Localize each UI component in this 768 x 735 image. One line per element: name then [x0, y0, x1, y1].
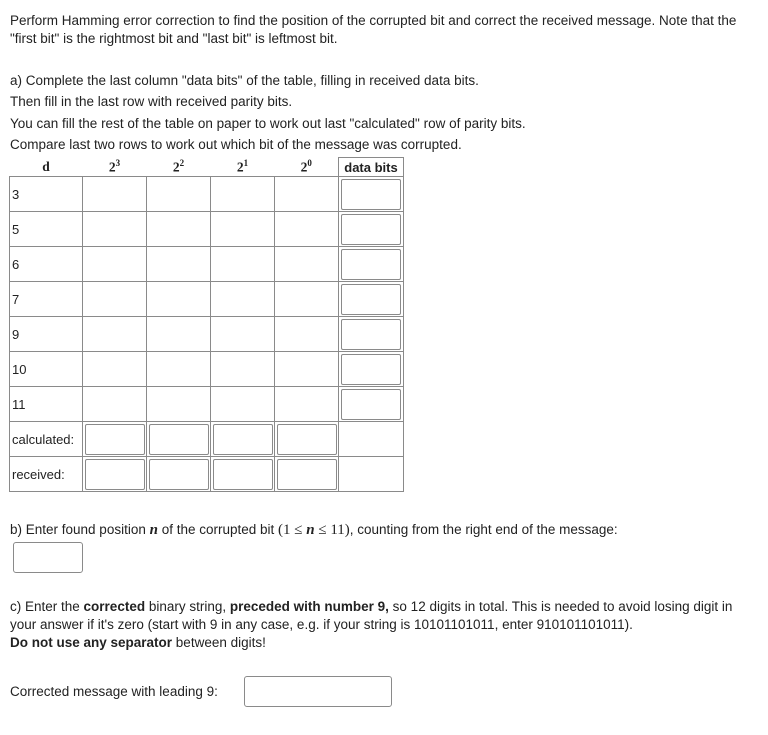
received-parity-2-input[interactable]: [213, 459, 273, 490]
calculated-parity-1-input[interactable]: [277, 424, 337, 455]
header-parity-8: $2^3$: [108, 158, 121, 175]
row-label: 11: [10, 387, 83, 422]
table-row: [10, 317, 404, 352]
corrupted-position-input[interactable]: [13, 542, 83, 573]
calculated-row: [10, 422, 404, 457]
calculated-label: calculated:: [10, 422, 83, 457]
hamming-table: [9, 157, 404, 492]
data-bit-input-6[interactable]: [341, 249, 401, 280]
part-a-line-4: Compare last two rows to work out which bit of the message was corrupted.: [10, 137, 462, 152]
data-bit-input-10[interactable]: [341, 354, 401, 385]
variable-n: n: [149, 522, 158, 538]
received-label: received:: [10, 457, 83, 492]
table-row: [10, 387, 404, 422]
part-c-text: c) Enter the corrected binary string, preceded with number 9, so 12 digits in total. This is needed to avoid losing digit in your answer if it's zero (start with 9 in any case, e.g. if your string is 10101101011, enter 910101101011). Do not use any separator between digits!: [10, 599, 733, 650]
corrected-message-label: Corrected message with leading 9:: [10, 684, 218, 699]
data-bit-input-5[interactable]: [341, 214, 401, 245]
data-bit-input-9[interactable]: [341, 319, 401, 350]
table-row: [10, 247, 404, 282]
data-bit-input-3[interactable]: [341, 179, 401, 210]
table-row: [10, 352, 404, 387]
table-row: [10, 177, 404, 212]
row-label: 10: [10, 352, 83, 387]
data-bit-input-11[interactable]: [341, 389, 401, 420]
row-label: 3: [10, 177, 83, 212]
constraint: (1 ≤ n ≤ 11): [278, 522, 350, 538]
row-label: 9: [10, 317, 83, 352]
part-a-line-1: a) Complete the last column "data bits" of the table, filling in received data bits.: [10, 73, 479, 88]
instructions-intro: Perform Hamming error correction to find the position of the corrupted bit and correct the received message. Note that the "first bit" is the rightmost bit and "last bit" is leftmost bit.: [10, 13, 737, 46]
corrected-message-input[interactable]: [244, 676, 392, 707]
table-header-row: [10, 158, 404, 177]
part-a-line-2: Then fill in the last row with received parity bits.: [10, 94, 293, 109]
header-d: d: [42, 158, 50, 174]
calculated-parity-8-input[interactable]: [85, 424, 145, 455]
row-label: 7: [10, 282, 83, 317]
data-bit-input-7[interactable]: [341, 284, 401, 315]
row-label: 5: [10, 212, 83, 247]
header-parity-1: $2^0$: [300, 158, 312, 175]
received-parity-4-input[interactable]: [149, 459, 209, 490]
table-row: [10, 282, 404, 317]
header-parity-4: $2^2$: [172, 158, 185, 175]
row-label: 6: [10, 247, 83, 282]
part-a-line-3: You can fill the rest of the table on paper to work out last "calculated" row of parity bits.: [10, 116, 526, 131]
header-parity-2: $2^1$: [236, 158, 249, 175]
header-data-bits: data bits: [339, 158, 404, 177]
table-row: [10, 212, 404, 247]
part-b-text: b) Enter found position n of the corrupted bit (1 ≤ n ≤ 11), counting from the right end of the message:: [10, 522, 618, 538]
calculated-parity-2-input[interactable]: [213, 424, 273, 455]
received-row: [10, 457, 404, 492]
received-parity-1-input[interactable]: [277, 459, 337, 490]
calculated-parity-4-input[interactable]: [149, 424, 209, 455]
received-parity-8-input[interactable]: [85, 459, 145, 490]
